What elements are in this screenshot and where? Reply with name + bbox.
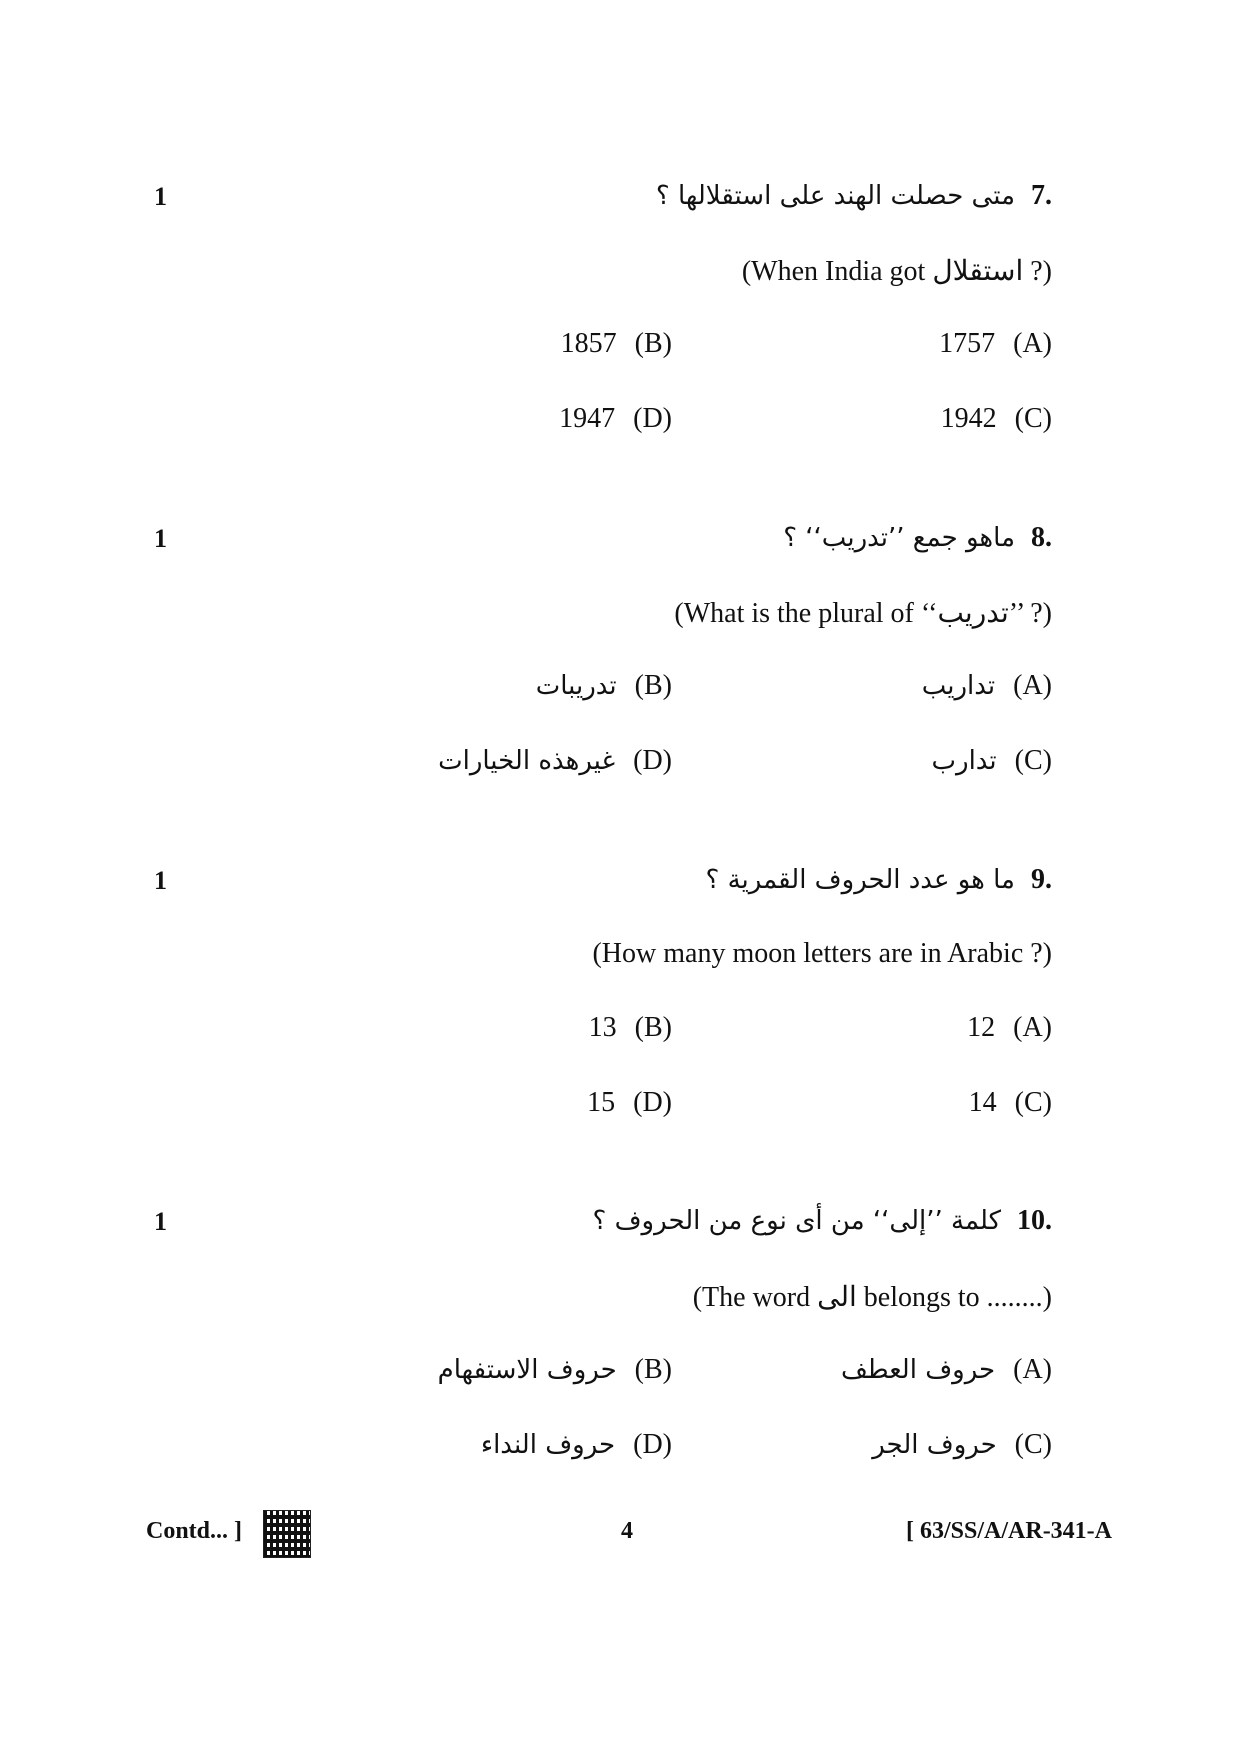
option-value: 1947: [559, 403, 616, 434]
option-value: تدريبات: [535, 671, 617, 701]
option-b: [536, 670, 672, 702]
option-label: (B): [634, 328, 672, 359]
option-label: (A): [1013, 328, 1052, 359]
option-value: 1757: [939, 328, 996, 359]
question-english: (When India got استقلال ?): [741, 256, 1052, 287]
option-d: [587, 1087, 672, 1119]
footer-contd: Contd... ]: [146, 1518, 243, 1544]
option-value: حروف الاستفهام: [437, 1355, 617, 1385]
question-english: (The word الى belongs to ........): [692, 1282, 1052, 1313]
option-value: حروف النداء: [480, 1430, 616, 1460]
option-d: [438, 745, 672, 777]
option-value: غيرهذه الخيارات: [438, 746, 616, 776]
question-arabic: متى حصلت الهند على استقلالها ؟: [655, 181, 1015, 211]
question-arabic: ما هو عدد الحروف القمرية ؟: [705, 865, 1015, 895]
option-value: حروف الجر: [872, 1430, 997, 1460]
option-c: [932, 745, 1052, 777]
option-a: [939, 328, 1052, 360]
question-arabic: كلمة ’’إلى‘‘ من أى نوع من الحروف ؟: [592, 1206, 1001, 1236]
option-value: حروف العطف: [841, 1355, 996, 1385]
option-label: (C): [1014, 1087, 1052, 1118]
question-marks: 1: [154, 1207, 167, 1236]
option-a: [922, 670, 1052, 702]
option-label: (C): [1014, 745, 1052, 776]
option-label: (A): [1013, 1354, 1052, 1385]
option-value: 1857: [560, 328, 617, 359]
question-marks: 1: [154, 866, 167, 895]
question-text-row: [706, 864, 1053, 896]
question-marks: 1: [154, 182, 167, 211]
question-arabic: ماهو جمع ’’تدريب‘‘ ؟: [783, 523, 1015, 553]
option-value: تداريب: [921, 671, 996, 701]
option-label: (D): [633, 1429, 672, 1460]
option-d: [481, 1429, 672, 1461]
question-number: 7.: [1031, 180, 1052, 211]
option-label: (D): [633, 745, 672, 776]
option-label: (B): [634, 1354, 672, 1385]
qr-code-icon: [263, 1510, 311, 1558]
question-english: (What is the plural of ‘‘تدريب’’ ?): [674, 598, 1052, 629]
option-label: (D): [633, 403, 672, 434]
option-a: [841, 1354, 1052, 1386]
option-label: (C): [1014, 1429, 1052, 1460]
question-text-row: [783, 522, 1052, 554]
page-number: 4: [621, 1518, 633, 1544]
option-b: [438, 1354, 672, 1386]
question-number: 8.: [1031, 522, 1052, 553]
option-a: [967, 1012, 1052, 1044]
option-b: [561, 328, 672, 360]
question-text-row: [593, 1205, 1052, 1237]
option-value: 13: [588, 1012, 617, 1043]
option-b: [589, 1012, 672, 1044]
option-c: [969, 1087, 1052, 1119]
option-label: (C): [1014, 403, 1052, 434]
option-c: [872, 1429, 1052, 1461]
option-value: 15: [587, 1087, 616, 1118]
option-value: تدارب: [931, 746, 997, 776]
option-label: (D): [633, 1087, 672, 1118]
question-text-row: [656, 180, 1052, 212]
question-number: 10.: [1017, 1205, 1052, 1236]
option-label: (B): [634, 670, 672, 701]
question-number: 9.: [1031, 864, 1052, 895]
paper-code: [ 63/SS/A/AR-341-A: [906, 1518, 1113, 1544]
option-label: (A): [1013, 1012, 1052, 1043]
question-english: (How many moon letters are in Arabic ?): [592, 938, 1052, 969]
option-label: (B): [634, 1012, 672, 1043]
option-value: 12: [967, 1012, 996, 1043]
option-value: 14: [968, 1087, 997, 1118]
option-c: [941, 403, 1052, 435]
option-d: [559, 403, 672, 435]
option-label: (A): [1013, 670, 1052, 701]
option-value: 1942: [940, 403, 997, 434]
question-marks: 1: [154, 524, 167, 553]
